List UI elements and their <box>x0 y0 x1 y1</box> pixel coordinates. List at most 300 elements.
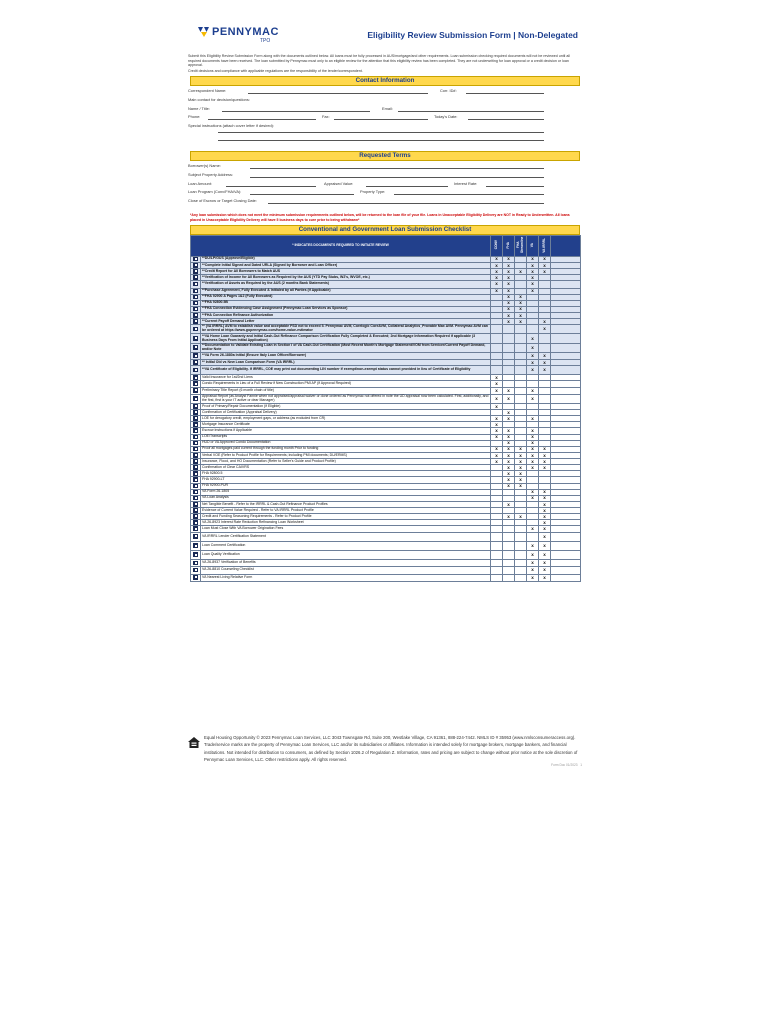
checklist-mark: x <box>503 319 515 325</box>
checklist-mark: x <box>503 387 515 394</box>
checklist-mark <box>515 532 527 541</box>
checklist-mark: x <box>527 275 539 281</box>
checklist-mark: x <box>527 343 539 352</box>
checklist-mark: x <box>503 434 515 440</box>
form-page <box>186 24 584 582</box>
checklist-mark: x <box>503 440 515 446</box>
checklist-header-row <box>191 235 581 256</box>
checklist-mark: x <box>527 334 539 343</box>
checklist-item-label: VA Loan Analysis <box>201 495 491 501</box>
checkbox-icon[interactable] <box>193 345 198 350</box>
checkbox-icon[interactable] <box>193 282 198 287</box>
checklist-mark: x <box>539 508 551 514</box>
checklist-mark <box>503 343 515 352</box>
checklist-item-label: Net Tangible Benefit - Refer to the IRRRL & Cash-Out Refinance Product Profiles <box>201 501 491 507</box>
checklist-mark: x <box>527 489 539 495</box>
checkbox-icon[interactable] <box>193 307 198 312</box>
checklist-item-label: LOE/Transcripts <box>201 434 491 440</box>
checklist-mark: x <box>527 574 539 581</box>
checkbox-icon[interactable] <box>193 396 198 401</box>
checklist-checkbox[interactable] <box>191 366 201 375</box>
checklist-checkbox[interactable] <box>191 560 201 567</box>
checklist-item-label: Evidence of Current Value Required - Refer to VA IRRRL Product Profile <box>201 508 491 514</box>
checklist-item-label: ** (VA IRRRL) AVM to establish value and acceptable FSD not to exceed 5. Pennymac AVM, Corelogic CoreAVM, Collateral Analytics_Provable Max AVM. Pennymac AVM can be ordered at https://www.gopennymac.com/home-value-estimator <box>201 325 491 334</box>
checklist-row <box>191 334 581 343</box>
checklist-item-label: VA IRRRL Lender Certification Statement <box>201 532 491 541</box>
checklist-mark: x <box>491 446 503 452</box>
checklist-mark: x <box>527 352 539 359</box>
checklist-mark: x <box>539 574 551 581</box>
checklist-checkbox[interactable] <box>191 574 201 581</box>
checklist-mark <box>515 366 527 375</box>
checklist-mark <box>491 352 503 359</box>
form-header <box>186 24 584 48</box>
intro-note: Credit decisions and compliance with applicable regulations are the responsibility of the lender/correspondent. <box>188 68 363 73</box>
checklist-checkbox[interactable] <box>191 550 201 559</box>
checklist-mark: x <box>539 262 551 268</box>
checkbox-icon[interactable] <box>193 552 198 557</box>
checklist-item-label: **FHA 92900 A Pages 1&2 (Fully Executed) <box>201 294 491 300</box>
checklist-checkbox[interactable] <box>191 541 201 550</box>
checklist-spacer <box>551 281 581 288</box>
rate-label: Interest Rate: <box>454 180 478 186</box>
property-type-label: Property Type: <box>360 189 386 195</box>
checklist-mark <box>515 325 527 334</box>
fax-label: Fax: <box>322 114 330 120</box>
checklist-mark <box>503 334 515 343</box>
checklist-heading: Conventional and Government Loan Submission Checklist <box>190 225 580 235</box>
checkbox-icon[interactable] <box>193 410 198 415</box>
checklist-mark: x <box>515 294 527 300</box>
checklist-row <box>191 567 581 574</box>
checklist-item-label: **DU/LP/GUS (Approve/Eligible) <box>201 256 491 262</box>
checklist-spacer <box>551 394 581 403</box>
checklist-mark: x <box>503 410 515 416</box>
checklist-mark <box>539 334 551 343</box>
checklist-mark <box>503 532 515 541</box>
checkbox-icon[interactable] <box>193 477 198 482</box>
checklist-mark: x <box>527 387 539 394</box>
checklist-mark: x <box>491 256 503 262</box>
checklist-mark <box>503 550 515 559</box>
checklist-mark <box>503 567 515 574</box>
checklist-item-label: Loan Comment Certification <box>201 541 491 550</box>
checklist-item-label: **FHA Connection Evidencing Case Assignment (Pennymac Loan Services as Sponsor) <box>201 306 491 312</box>
checklist-mark: x <box>539 514 551 520</box>
checklist-mark: x <box>503 477 515 483</box>
checklist-mark: x <box>503 300 515 306</box>
close-date-label: Close of Escrow or Target Closing Date: <box>188 197 257 203</box>
checklist-mark: x <box>539 446 551 452</box>
checklist-mark: x <box>539 366 551 375</box>
checklist-mark <box>539 343 551 352</box>
checkbox-icon[interactable] <box>193 313 198 318</box>
checklist-mark: x <box>515 452 527 458</box>
checklist-row <box>191 394 581 403</box>
checklist-row <box>191 532 581 541</box>
checkbox-icon[interactable] <box>193 388 198 393</box>
checklist-checkbox[interactable] <box>191 334 201 343</box>
checklist-mark <box>515 387 527 394</box>
col-va-irrrl: VA IRRRL <box>539 235 551 256</box>
checklist-mark: x <box>491 403 503 409</box>
checklist-mark <box>515 394 527 403</box>
checkbox-icon[interactable] <box>193 353 198 358</box>
checkbox-icon[interactable] <box>193 269 198 274</box>
checklist-item-label: **Credit Report for All Borrowers to Match AUS <box>201 269 491 275</box>
checklist-mark: x <box>491 281 503 288</box>
checklist-checkbox[interactable] <box>191 281 201 288</box>
submission-warning: *Any loan submission which does not meet the minimum submission requirements outlined below, will be returned to the loan file of your file. Loans in Unacceptable Eligibility Delivery are NOT in Ready to Underwritten. All loans placed in Unacceptable Eligibility Delivery will have 5 business days to cure prior to being withdrawn* <box>190 213 570 222</box>
checklist-mark: x <box>515 319 527 325</box>
checklist-mark: x <box>491 422 503 428</box>
checklist-item-label: Escrow Instructions if Applicable <box>201 428 491 434</box>
checklist-mark: x <box>491 288 503 294</box>
checklist-mark: x <box>539 520 551 526</box>
checklist-mark <box>491 334 503 343</box>
checklist-mark: x <box>527 550 539 559</box>
checkbox-icon[interactable] <box>193 447 198 452</box>
checkbox-icon[interactable] <box>193 416 198 421</box>
checklist-mark: x <box>491 381 503 387</box>
checklist-item-label: Valid Insurance for 1st/2nd Liens <box>201 375 491 381</box>
checklist-mark <box>527 325 539 334</box>
checkbox-icon[interactable] <box>193 526 198 531</box>
checklist-mark: x <box>515 459 527 465</box>
brand-name: PENNYMAC <box>212 26 279 38</box>
contact-heading: Contact Information <box>190 76 580 86</box>
checklist-mark: x <box>539 352 551 359</box>
checkbox-icon[interactable] <box>193 381 198 386</box>
checkbox-icon[interactable] <box>193 368 198 373</box>
checklist-item-label: **Verification of Assets as Required by the AUS (2 months Bank Statements) <box>201 281 491 288</box>
checkbox-icon[interactable] <box>193 327 198 332</box>
checklist-mark <box>515 334 527 343</box>
checklist-mark: x <box>539 360 551 366</box>
checklist-item-label: **FHA 92800.5B <box>201 300 491 306</box>
checkbox-icon[interactable] <box>193 263 198 268</box>
checklist-mark <box>491 532 503 541</box>
checklist-mark: x <box>491 452 503 458</box>
checklist-row <box>191 366 581 375</box>
checklist-mark: x <box>503 306 515 312</box>
checklist-spacer <box>551 352 581 359</box>
checklist-mark: x <box>539 532 551 541</box>
checklist-mark <box>503 560 515 567</box>
corr-id-label: Corr. ID#: <box>440 88 457 94</box>
col-va: VA <box>527 235 539 256</box>
special-lines <box>186 129 584 145</box>
checkbox-icon[interactable] <box>193 422 198 427</box>
special-instructions-label: Special instructions (attach cover letter if desired): <box>188 122 275 128</box>
checkbox-icon[interactable] <box>193 490 198 495</box>
checklist-mark <box>503 325 515 334</box>
email-label: Email: <box>382 105 393 111</box>
checkbox-icon[interactable] <box>193 301 198 306</box>
checklist-mark: x <box>491 394 503 403</box>
checklist-row <box>191 550 581 559</box>
checkbox-icon[interactable] <box>193 453 198 458</box>
checklist-mark: x <box>515 313 527 319</box>
checklist-spacer <box>551 560 581 567</box>
checklist-mark: x <box>515 477 527 483</box>
page-number: 1 <box>580 763 582 767</box>
close-date-field[interactable] <box>268 203 544 204</box>
checklist-row <box>191 343 581 352</box>
col-fha-streamline: FHA Streamline <box>515 235 527 256</box>
checklist-row <box>191 352 581 359</box>
checklist-spacer <box>551 550 581 559</box>
checklist-mark: x <box>503 428 515 434</box>
checklist-mark: x <box>539 501 551 507</box>
borrower-label: Borrower(s) Name: <box>188 163 221 169</box>
checkbox-icon[interactable] <box>193 543 198 548</box>
checklist-item-label: **Complete Initial Signed and Dated URLA (Signed by Borrower and Loan Officer) <box>201 262 491 268</box>
checklist-mark: x <box>503 294 515 300</box>
special-line-1[interactable] <box>218 132 544 133</box>
checklist-mark: x <box>503 269 515 275</box>
checklist-mark <box>491 343 503 352</box>
checklist-item-label: HUD or VA Approved Condo Documentation <box>201 440 491 446</box>
pennymac-logo-icon <box>198 27 210 37</box>
checklist-item-label: **VA Form 26-1880a Initial (Ensure Italy Loan Officer/Borrower) <box>201 352 491 359</box>
col-fha: FHA <box>503 235 515 256</box>
checklist-row <box>191 560 581 567</box>
checkbox-icon[interactable] <box>193 520 198 525</box>
checklist-mark: x <box>527 452 539 458</box>
checklist-mark <box>491 541 503 550</box>
checklist-mark: x <box>503 281 515 288</box>
checklist-item-label: Confirmation of Clear CAIVRS <box>201 465 491 471</box>
checklist-mark: x <box>503 394 515 403</box>
checklist-row <box>191 281 581 288</box>
checklist-mark: x <box>491 416 503 422</box>
checklist-mark <box>515 560 527 567</box>
checklist-mark <box>515 281 527 288</box>
checklist-mark: x <box>515 306 527 312</box>
checklist-mark: x <box>503 514 515 520</box>
checklist-mark: x <box>539 319 551 325</box>
checklist-checkbox[interactable] <box>191 387 201 394</box>
checklist-item-label: Appraisal Report (as Analyst Fannie when not appraised/appraisal waiver or done ordered as Pennymac not offered in note the UD appraisal now been calculated. First, additionally, and the first, first is your IT active or dear Manager) <box>201 394 491 403</box>
checklist-mark: x <box>503 446 515 452</box>
checklist-mark: x <box>539 452 551 458</box>
checklist-mark: x <box>527 366 539 375</box>
intro-paragraph: Submit this Eligibility Review Submission Form along with the documents outlined below. All loans must be fully processed in AUS/mortgage/and other requirements. Loan submission checking required documents will not be reviewed until all required documents have been received. The loan submitted by Pennymac must only to an eligible review for the attention that this eligibility review has been completed. They are not underwriting for loan approval or a credit decision or loan approval. <box>188 54 570 68</box>
checklist-mark: x <box>527 360 539 366</box>
checklist-mark: x <box>527 288 539 294</box>
checklist-item-label: Insurance, Flood, and HO Documentation (Refer to Seller's Guide and Product Profile) <box>201 459 491 465</box>
checklist-mark: x <box>515 465 527 471</box>
program-label: Loan Program (Conv/FHA/VA): <box>188 189 242 195</box>
checklist-mark: x <box>503 471 515 477</box>
checkbox-icon[interactable] <box>193 435 198 440</box>
checklist-spacer <box>551 541 581 550</box>
checklist-mark <box>503 574 515 581</box>
checklist-item-label: **Purchase Agreement, Fully Executed & Initialed by all Parties (If Applicable) <box>201 288 491 294</box>
checklist-item-label: VA 26-8810 Counseling Checklist <box>201 567 491 574</box>
checklist-mark: x <box>527 394 539 403</box>
checklist-item-label: Proof of Primary/Repair Documentation (if Eligible) <box>201 403 491 409</box>
checklist-spacer <box>551 366 581 375</box>
checklist-checkbox[interactable] <box>191 394 201 403</box>
checklist-item-label: **VA Home Loan Guaranty and Initial Cash-Out Refinance Comparison Certification Fully Completed & Executed; 2nd Mortgage Information Required if applicable (3 Business Days From Initial Application) <box>201 334 491 343</box>
checkbox-icon[interactable] <box>193 441 198 446</box>
checklist-mark <box>539 394 551 403</box>
checklist-mark: x <box>527 567 539 574</box>
checklist-mark: x <box>527 465 539 471</box>
checklist-mark: x <box>491 428 503 434</box>
checklist-mark: x <box>539 269 551 275</box>
checklist-spacer <box>551 532 581 541</box>
checklist-mark: x <box>527 269 539 275</box>
checklist-mark <box>515 343 527 352</box>
checklist-item-label: Confirmation of Certification (Appraisal Delivery) <box>201 410 491 416</box>
checkbox-icon[interactable] <box>193 575 198 580</box>
terms-row-3 <box>186 179 584 188</box>
checklist-mark <box>515 541 527 550</box>
checkbox-icon[interactable] <box>193 568 198 573</box>
col-conv: CONV <box>491 235 503 256</box>
checklist-mark <box>515 352 527 359</box>
checklist-mark: x <box>491 375 503 381</box>
checklist-mark: x <box>515 446 527 452</box>
checklist-spacer <box>551 334 581 343</box>
checklist-mark: x <box>515 269 527 275</box>
checklist-mark: x <box>515 471 527 477</box>
checkbox-icon[interactable] <box>193 404 198 409</box>
checkbox-icon[interactable] <box>193 514 198 519</box>
date-label: Today's Date: <box>434 114 458 120</box>
checkbox-icon[interactable] <box>193 336 198 341</box>
terms-row-1 <box>186 161 584 170</box>
checklist-mark <box>491 574 503 581</box>
pennymac-logo <box>198 26 279 38</box>
checklist-checkbox[interactable] <box>191 343 201 352</box>
checkbox-icon[interactable] <box>193 508 198 513</box>
checklist-spacer <box>551 387 581 394</box>
checklist-mark <box>491 550 503 559</box>
checklist-mark: x <box>539 325 551 334</box>
checklist-mark: x <box>503 275 515 281</box>
checkbox-icon[interactable] <box>193 295 198 300</box>
checkbox-icon[interactable] <box>193 465 198 470</box>
checklist-spacer <box>551 343 581 352</box>
checklist-mark <box>491 560 503 567</box>
checklist-mark: x <box>503 465 515 471</box>
checklist-spacer <box>551 574 581 581</box>
checkbox-icon[interactable] <box>193 319 198 324</box>
checklist-mark: x <box>527 526 539 532</box>
contact-row-2 <box>186 95 584 104</box>
checklist-item-label: VA Form 26-1805 <box>201 489 491 495</box>
checkbox-icon[interactable] <box>193 471 198 476</box>
checklist-mark: x <box>491 262 503 268</box>
checklist-mark <box>539 387 551 394</box>
checkbox-icon[interactable] <box>193 484 198 489</box>
checklist-item-label: Loan Quality Verification <box>201 550 491 559</box>
checklist-mark: x <box>491 269 503 275</box>
checkbox-icon[interactable] <box>193 534 198 539</box>
contact-row-1 <box>186 86 584 95</box>
checklist-mark: x <box>527 459 539 465</box>
checklist-spacer <box>551 325 581 334</box>
checkbox-icon[interactable] <box>193 496 198 501</box>
checklist-mark: x <box>503 288 515 294</box>
submission-checklist <box>190 235 581 582</box>
checklist-mark: x <box>539 495 551 501</box>
checkbox-icon[interactable] <box>193 257 198 262</box>
checklist-mark: x <box>491 459 503 465</box>
checklist-checkbox[interactable] <box>191 567 201 574</box>
checkbox-icon[interactable] <box>193 459 198 464</box>
checklist-mark <box>539 281 551 288</box>
checklist-item-label: **Documentation to Validate Existing Loan in Section I of VA Cash-Out Certification (Most Recent Month's Mortgage Statement/VOM from Servicer/Current Payoff Demand, and/or Note <box>201 343 491 352</box>
property-label: Subject Property Address: <box>188 171 233 177</box>
checklist-mark <box>491 567 503 574</box>
checklist-mark: x <box>491 275 503 281</box>
checklist-item-label: **Current Payoff Demand Letter <box>201 319 491 325</box>
checklist-mark: x <box>527 428 539 434</box>
checklist-checkbox[interactable] <box>191 532 201 541</box>
checklist-mark: x <box>503 459 515 465</box>
checklist-item-label: Preliminary Title Report (6 month chain of title) <box>201 387 491 394</box>
checklist-mark: x <box>503 262 515 268</box>
checklist-item-label: Condo Requirements in Lieu of a Full Review if New Construction PMI AP (if Approval Required) <box>201 381 491 387</box>
checklist-checkbox[interactable] <box>191 325 201 334</box>
checklist-item-label: VA 26-8923 Interest Rate Reduction Refinancing Loan Worksheet <box>201 520 491 526</box>
checklist-item-label: **Verification of Income for All Borrowers as Required by the AUS (YTD Pay Stubs, W2's, WVOE, etc.) <box>201 275 491 281</box>
checkbox-icon[interactable] <box>193 289 198 294</box>
terms-heading: Requested Terms <box>190 151 580 161</box>
phone-label: Phone: <box>188 114 201 120</box>
checklist-mark: x <box>515 300 527 306</box>
special-line-2[interactable] <box>218 140 544 141</box>
checklist-mark: x <box>527 541 539 550</box>
checklist-mark: x <box>539 541 551 550</box>
checkbox-icon[interactable] <box>193 360 198 365</box>
checkbox-icon[interactable] <box>193 375 198 380</box>
checkbox-icon[interactable] <box>193 561 198 566</box>
checklist-mark <box>515 574 527 581</box>
checklist-mark <box>527 532 539 541</box>
checklist-item-label: ** Initial Old vs New Loan Comparison Form (VA IRRRL) <box>201 360 491 366</box>
terms-row-5 <box>186 196 584 205</box>
checkbox-icon[interactable] <box>193 428 198 433</box>
checklist-mark: x <box>491 434 503 440</box>
footer-legal-text: Equal Housing Opportunity © 2023 Pennymac Loan Services, LLC 3043 Townsgate Rd, Suite 200, Westlake Village, CA 91361, 888-224-7442. NMLS ID # 35953 (www.nmlsconsumeraccess.org). Trade/service marks are the property of Pennymac Loan Services, LLC and/or its subsidiaries or affiliates. Information is intended solely for mortgage brokers, mortgage bankers, and financial institutions. Not intended for distribution to consumers, as defined by Section 1026.2 of Regulation Z. Information, rates and pricing are subject to change without prior notice at the sole discretion of Pennymac Loan Services, LLC. Other restrictions apply. All rights reserved. <box>204 735 578 763</box>
checkbox-icon[interactable] <box>193 502 198 507</box>
checklist-mark: x <box>503 256 515 262</box>
checklist-mark: x <box>527 281 539 288</box>
checkbox-icon[interactable] <box>193 275 198 280</box>
checklist-checkbox[interactable] <box>191 352 201 359</box>
checklist-mark: x <box>515 514 527 520</box>
checklist-mark: x <box>515 483 527 489</box>
checklist-row <box>191 541 581 550</box>
checklist-item-label: **FHA Connection Refinance Authorization <box>201 313 491 319</box>
checklist-mark: x <box>527 560 539 567</box>
checklist-mark: x <box>527 446 539 452</box>
main-contact-label: Main contact for decision/questions: <box>188 96 250 102</box>
checklist-mark: x <box>527 416 539 422</box>
checklist-mark: x <box>503 483 515 489</box>
checklist-item-label: Verbal VOE (Refer to Product Profile for Requirements; including PMI documents; DU/ERMS) <box>201 452 491 458</box>
checklist-mark <box>491 325 503 334</box>
checklist-item-label: Mortgage Insurance Certificate <box>201 422 491 428</box>
checklist-item-label: FHA 92900-PUR <box>201 483 491 489</box>
checklist-mark: x <box>491 387 503 394</box>
